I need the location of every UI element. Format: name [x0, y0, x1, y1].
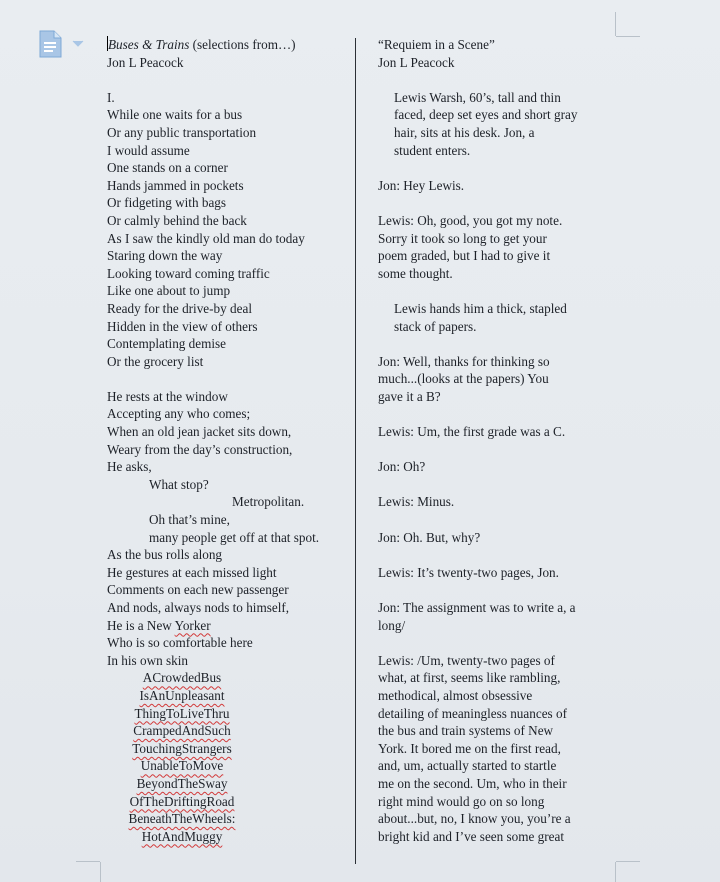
poem-line: When an old jean jacket sits down,	[107, 424, 292, 440]
poem-line: As I saw the kindly old man do today	[107, 230, 305, 246]
poem-line: I would assume	[107, 142, 190, 158]
dialog-paragraph	[378, 599, 618, 634]
dialog-line: What stop?	[149, 476, 209, 492]
crop-mark	[616, 861, 640, 862]
stanza	[107, 388, 347, 476]
word-list-item: UnableToMove	[140, 758, 224, 774]
script-line: and, um, actually started to startle	[378, 758, 557, 774]
dialog-paragraph	[378, 423, 618, 441]
poem-line: In his own skin	[107, 652, 188, 668]
section-number: I.	[107, 89, 115, 105]
poem-line: Hands jammed in pockets	[107, 177, 244, 193]
script-line: Lewis hands him a thick, stapled	[394, 300, 567, 316]
word-list-item: BeyondTheSway	[136, 775, 228, 791]
dialog-paragraph	[378, 652, 618, 846]
left-column[interactable]	[107, 36, 347, 845]
poem-author: Jon L Peacock	[107, 54, 184, 70]
poem-line: He gestures at each missed light	[107, 564, 277, 580]
script-line: methodical, almost obsessive	[378, 687, 533, 703]
poem-title: Buses & Trains (selections from…)	[108, 37, 296, 52]
script-line: Jon: Oh. But, why?	[378, 529, 481, 545]
script-line: poem graded, but I had to give it	[378, 248, 551, 264]
script-line: Sorry it took so long to get your	[378, 230, 547, 246]
script-line: Lewis: /Um, twenty-two pages of	[378, 652, 555, 668]
script-line: some thought.	[378, 265, 453, 281]
crop-mark	[615, 12, 616, 36]
poem-line: Or the grocery list	[107, 353, 204, 369]
crop-mark	[615, 862, 616, 882]
word-list	[107, 669, 347, 845]
chevron-down-icon[interactable]	[72, 40, 84, 48]
script-line: faced, deep set eyes and short gray	[394, 107, 578, 123]
crop-mark	[76, 861, 100, 862]
poem-line: Hidden in the view of others	[107, 318, 258, 334]
script-line: Lewis Warsh, 60’s, tall and thin	[394, 89, 561, 105]
poem-line: He asks,	[107, 459, 152, 475]
dialog-line: many people get off at that spot.	[149, 529, 320, 545]
poem-line: Or fidgeting with bags	[107, 195, 227, 211]
script-line: much...(looks at the papers) You	[378, 371, 549, 387]
dialog-paragraph	[378, 493, 618, 511]
script-line: what, at first, seems like rambling,	[378, 670, 561, 686]
poem-line: Staring down the way	[107, 248, 223, 264]
script-line: Jon: Well, thanks for thinking so	[378, 353, 550, 369]
document-icon[interactable]	[38, 30, 62, 58]
word-list-item: CrampedAndSuch	[133, 723, 231, 739]
poem-line: Who is so comfortable here	[107, 635, 253, 651]
poem-line: Or any public transportation	[107, 124, 257, 140]
poem-line: Contemplating demise	[107, 336, 227, 352]
crop-mark	[100, 862, 101, 882]
poem-line: Ready for the drive-by deal	[107, 300, 253, 316]
stage-direction	[378, 300, 618, 335]
script-line: stack of papers.	[394, 318, 477, 334]
poem-line: Looking toward coming traffic	[107, 265, 270, 281]
poem-line: Like one about to jump	[107, 283, 231, 299]
script-line: Lewis: Oh, good, you got my note.	[378, 212, 563, 228]
poem-line: He rests at the window	[107, 388, 228, 404]
stanza	[107, 546, 347, 616]
poem-line: He is a New Yorker	[107, 617, 211, 633]
script-line: Lewis: It’s twenty-two pages, Jon.	[378, 564, 559, 580]
poem-line: Or calmly behind the back	[107, 212, 247, 228]
blank-line	[378, 71, 618, 89]
script-line: the bus and train systems of New	[378, 723, 554, 739]
crop-mark	[616, 36, 640, 37]
word-list-item: ThingToLiveThru	[134, 705, 230, 721]
script-line: long/	[378, 617, 406, 633]
poem-line: One stands on a corner	[107, 160, 228, 176]
poem-line: And nods, always nods to himself,	[107, 600, 290, 615]
word-list-item: IsAnUnpleasant	[139, 687, 225, 703]
script-line: Jon: The assignment was to write a, a	[378, 600, 576, 615]
script-line: Jon: Oh?	[378, 459, 426, 475]
word-list-item: TouchingStrangers	[132, 740, 232, 756]
poem-line: As the bus rolls along	[107, 547, 223, 563]
right-column[interactable]	[378, 36, 618, 863]
word-list-item: OfTheDriftingRoad	[129, 793, 235, 809]
stanza	[107, 106, 347, 370]
blank-line	[107, 370, 347, 388]
script-line: me on the second. Um, who in their	[378, 775, 567, 791]
dialog-paragraph	[378, 458, 618, 476]
script-line: bright kid and I’ve seen some great	[378, 828, 565, 844]
script-line: hair, sits at his desk. Jon, a	[394, 124, 535, 140]
dialog-paragraph	[378, 177, 618, 195]
dialog-paragraph	[378, 353, 618, 406]
stanza	[107, 634, 347, 669]
stage-direction	[378, 89, 618, 159]
word-list-item: ACrowdedBus	[142, 670, 222, 686]
poem-line: While one waits for a bus	[107, 107, 243, 123]
script-line: right mind would go on so long	[378, 793, 545, 809]
play-author: Jon L Peacock	[378, 54, 455, 70]
script-line: student enters.	[394, 142, 471, 158]
poem-line: Weary from the day’s construction,	[107, 441, 293, 457]
play-title: “Requiem in a Scene”	[378, 37, 495, 52]
script-line: Lewis: Minus.	[378, 494, 455, 510]
word-list-item: BeneathTheWheels:	[128, 811, 236, 827]
blank-line	[107, 71, 347, 89]
script-line: about...but, no, I know you, you’re a	[378, 811, 571, 827]
script-line: Lewis: Um, the first grade was a C.	[378, 424, 566, 440]
poem-line: Comments on each new passenger	[107, 582, 289, 598]
dialog-paragraph	[378, 564, 618, 582]
script-line: Jon: Hey Lewis.	[378, 177, 465, 193]
poem-line: Accepting any who comes;	[107, 406, 251, 422]
column-divider	[355, 38, 356, 864]
script-line: gave it a B?	[378, 388, 441, 404]
word-list-item: HotAndMuggy	[141, 828, 223, 844]
dialog-paragraph	[378, 212, 618, 282]
dialog-line: Metropolitan.	[232, 494, 305, 510]
dialog-line: Oh that’s mine,	[149, 512, 230, 528]
script-line: York. It bored me on the first read,	[378, 740, 561, 756]
dialog-paragraph	[378, 529, 618, 547]
script-line: detailing of meaningless nuances of	[378, 705, 567, 721]
